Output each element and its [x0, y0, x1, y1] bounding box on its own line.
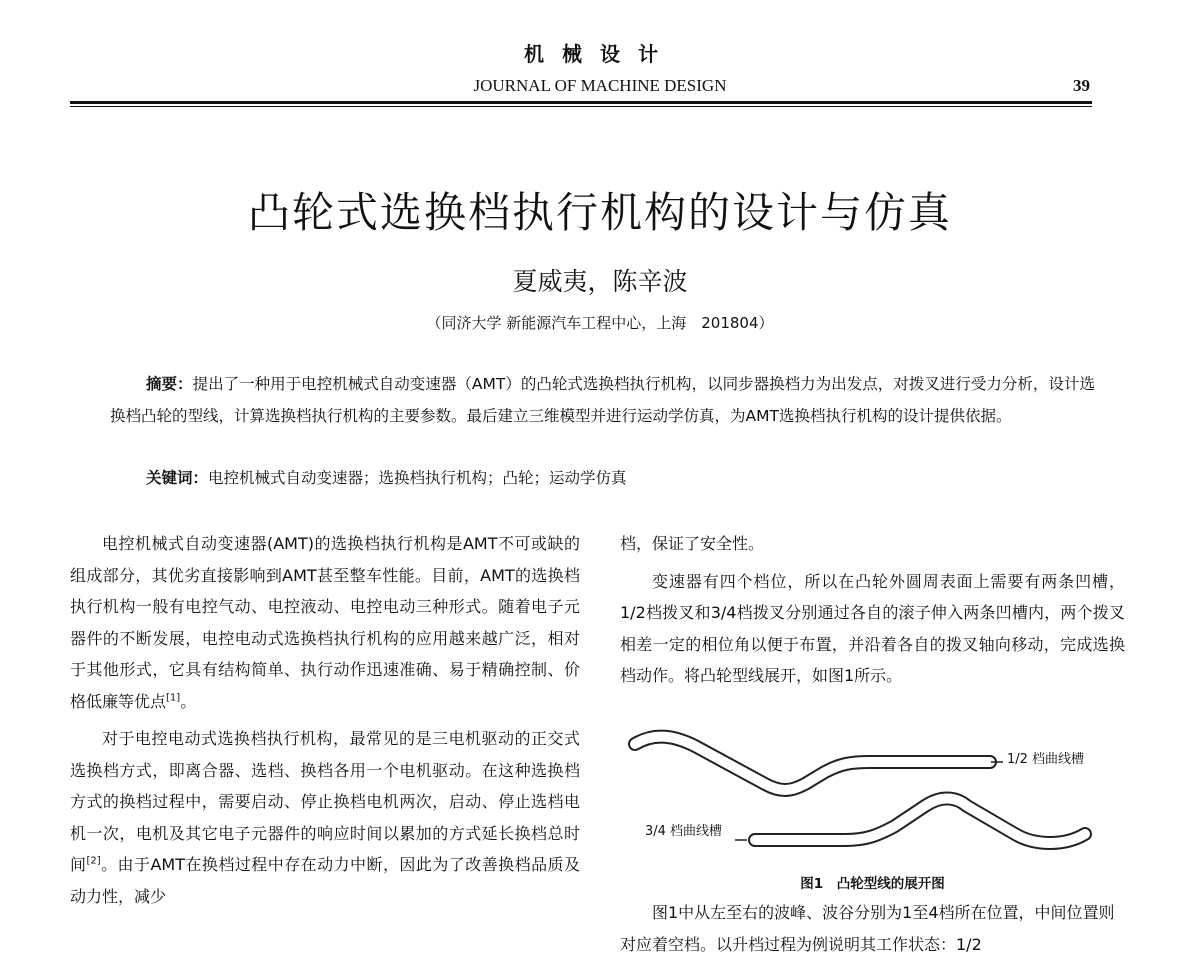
figure-caption: 图1 凸轮型线的展开图 — [800, 876, 945, 892]
body-paragraph: 电控机械式自动变速器(AMT)的选换档执行机构是AMT不可或缺的组成部分，其优劣直接影响到AMT甚至整车性能。目前，AMT的选换档执行机构一般有电控气动、电控液动、电控电动三种形式。随着电子元器件的不断发展，电控电动式选换档执行机构的应用越来越广泛，相对于其他形式，它具有结构简单、执行动作迅速准确、易于精确控制、价格低廉等优点[1]。 — [70, 534, 580, 711]
body-paragraph: 对于电控电动式选换档执行机构，最常见的是三电机驱动的正交式选换档方式，即离合器、选档、换档各用一个电机驱动。在这种选换档方式的换档过程中，需要启动、停止换档电机两次，启动、停止选档电机一次，电机及其它电子元器件的响应时间以累加的方式延长换档总时间[2]。由于AMT在换档过程中存在动力中断，因此为了改善换档品质及动力性，减少 — [70, 729, 580, 906]
journal-title-en: JOURNAL OF MACHINE DESIGN — [473, 76, 727, 95]
journal-title-cn: 机械设计 — [524, 42, 676, 66]
figure-1 — [615, 722, 1130, 892]
abstract-block — [110, 368, 1095, 432]
body-right-column — [620, 528, 1125, 698]
article-title: 凸轮式选换档执行机构的设计与仿真 — [247, 188, 952, 237]
abstract-text: 提出了一种用于电控机械式自动变速器（AMT）的凸轮式选换档执行机构，以同步器换档力为出发点，对拨叉进行受力分析，设计选换档凸轮的型线，计算选换档执行机构的主要参数。最后建立三维模型并进行运动学仿真，为AMT选换档执行机构的设计提供依据。 — [110, 375, 1095, 425]
cam-profile-diagram — [615, 722, 1130, 872]
citation-ref: [1] — [166, 692, 181, 704]
article-authors: 夏威夷，陈辛波 — [512, 267, 688, 296]
body-paragraph: 变速器有四个档位，所以在凸轮外圆周表面上需要有两条凹槽，1/2档拨叉和3/4档拨叉分别通过各自的滚子伸入两条凹槽内，两个拨叉相差一定的相位角以便于布置，并沿着各自的拨叉轴向移动，完成选换档动作。将凸轮型线展开，如图1所示。 — [620, 571, 1125, 685]
keywords-block — [146, 466, 1096, 488]
keywords-text: 电控机械式自动变速器；选换档执行机构；凸轮；运动学仿真 — [208, 469, 627, 487]
figure-label-34: 3/4 档曲线槽 — [645, 824, 723, 839]
citation-ref: [2] — [86, 855, 101, 867]
keywords-label: 关键词： — [146, 469, 209, 487]
page-number: 39 — [1073, 76, 1090, 95]
article-affiliation: （同济大学 新能源汽车工程中心，上海 201804） — [426, 314, 774, 332]
abstract-label: 摘要： — [146, 375, 193, 393]
header-rule-thick — [70, 101, 1092, 104]
body-paragraph: 档，保证了安全性。 — [620, 534, 765, 553]
body-paragraph: 图1中从左至右的波峰、波谷分别为1至4档所在位置，中间位置则对应着空档。以升档过程为例说明其工作状态：1/2 — [620, 903, 1115, 954]
header-rule-thin — [70, 106, 1092, 107]
body-left-column — [70, 528, 580, 918]
figure-label-12: 1/2 档曲线槽 — [1007, 752, 1085, 767]
